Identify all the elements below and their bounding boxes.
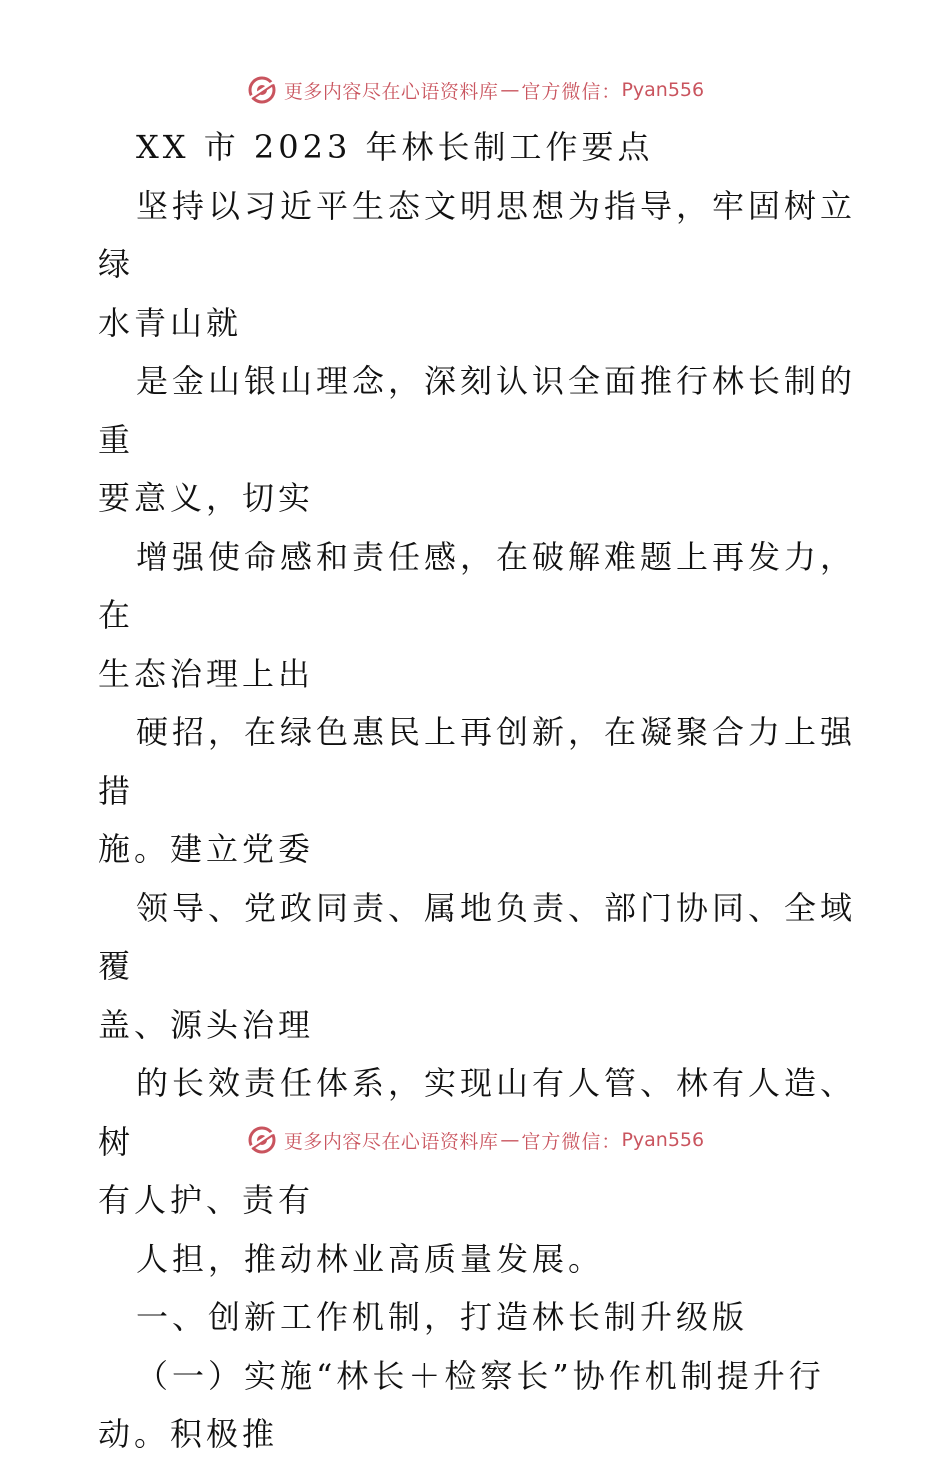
paragraph-1-line-1: 坚持以习近平生态文明思想为指导，牢固树立绿 — [98, 186, 857, 283]
watermark-wechat-label: 官方微信： — [521, 80, 622, 103]
paragraph-7 — [98, 1230, 858, 1289]
paragraph-5-line-1: 领导、党政同责、属地负责、部门协同、全域覆 — [98, 888, 857, 985]
watermark-wechat-id: Pyan556 — [621, 1129, 705, 1151]
paragraph-5 — [98, 879, 858, 1055]
paragraph-4 — [98, 703, 858, 879]
paragraph-5-line-2: 盖、源头治理 — [98, 1005, 315, 1044]
paragraph-6-line-2: 有人护、责有 — [98, 1181, 315, 1219]
watermark-wechat-label: 官方微信： — [521, 1130, 622, 1153]
document-title: XX 市 2023 年林长制工作要点 — [136, 128, 654, 166]
paragraph-3-line-1: 增强使命感和责任感，在破解难题上再发力，在 — [98, 537, 857, 634]
paragraph-2-line-2: 要意义，切实 — [98, 479, 315, 517]
paragraph-2 — [98, 352, 858, 528]
logo-icon — [246, 74, 278, 106]
paragraph-7-line-1: 人担，推动林业高质量发展。 — [136, 1239, 605, 1278]
watermark-site-text: 更多内容尽在心语资料库 — [283, 1130, 499, 1153]
paragraph-3-line-2: 生态治理上出 — [98, 654, 315, 693]
subsection-heading — [98, 1347, 858, 1464]
section-heading: 一、创新工作机制，打造林长制升级版 — [136, 1298, 749, 1336]
watermark-separator: — — [500, 1129, 520, 1151]
watermark-separator: — — [500, 79, 520, 101]
watermark-top — [0, 70, 950, 110]
logo-icon — [246, 1124, 278, 1156]
subsection-line-2: 动。积极推 — [98, 1415, 279, 1453]
paragraph-1-line-2: 水青山就 — [98, 303, 243, 342]
watermark-wechat-id: Pyan556 — [621, 79, 705, 101]
watermark-site-text: 更多内容尽在心语资料库 — [283, 80, 499, 103]
paragraph-4-line-1: 硬招，在绿色惠民上再创新，在凝聚合力上强措 — [98, 713, 857, 810]
paragraph-4-line-2: 施。建立党委 — [98, 830, 315, 868]
paragraph-6-line-1: 的长效责任体系，实现山有人管、林有人造、树 — [98, 1064, 857, 1161]
paragraph-1 — [98, 177, 858, 353]
watermark-bottom — [0, 1120, 950, 1160]
document-body — [98, 118, 858, 1464]
paragraph-3 — [98, 528, 858, 704]
paragraph-2-line-1: 是金山银山理念，深刻认识全面推行林长制的重 — [98, 362, 857, 459]
subsection-line-1: （一）实施“林长＋检察长”协作机制提升行 — [136, 1356, 825, 1395]
